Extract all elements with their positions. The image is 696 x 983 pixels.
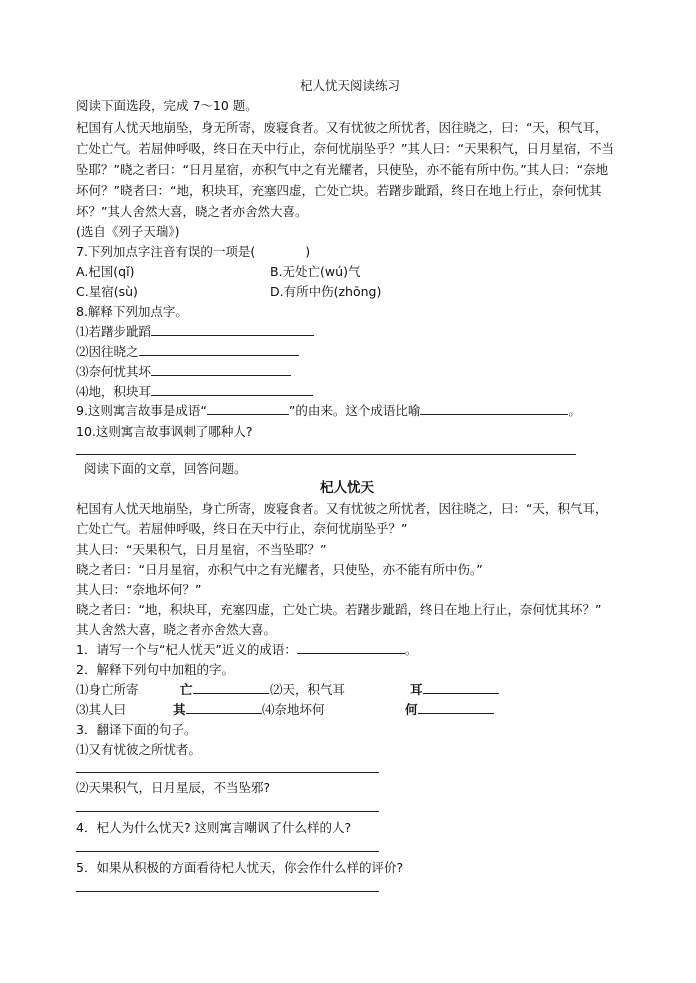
option-b: B.无处亡(wú)气 <box>270 264 361 279</box>
question-3: 3．翻译下面的句子。 <box>76 722 197 737</box>
q2-char: 其 <box>173 701 262 719</box>
reading-instruction: 阅读下面选段，完成 7～10 题。 <box>76 98 258 113</box>
question-5: 5．如果从积极的方面看待杞人忧天，你会作什么样的评价? <box>76 860 404 875</box>
question-4: 4．杞人为什么忧天? 这则寓言嘲讽了什么样的人? <box>76 820 352 835</box>
answer-blank[interactable] <box>207 402 289 415</box>
answer-line[interactable] <box>76 811 379 812</box>
q2-item: ⑷奈地坏何 <box>262 702 325 717</box>
question-1: 1．请写一个与“杞人忧天”近义的成语： 。 <box>76 642 418 657</box>
q8-item: ⑵因往晓之 <box>76 343 299 361</box>
answer-blank[interactable] <box>151 363 291 376</box>
passage-line: 杞国有人忧天地崩坠，身无所寄，废寝食者。又有忧彼之所忧者，因往晓之，曰：“天，积气耳， <box>76 120 608 135</box>
option-a: A.杞国(qǐ) <box>76 264 135 279</box>
passage-line: 亡处亡气。若屈伸呼吸，终日在天中行止，奈何忧崩坠乎？”其人曰：“天果积气，日月星宿，不当 <box>76 141 614 156</box>
exercise-title: 杞人忧天阅读练习 <box>300 78 401 93</box>
answer-line[interactable] <box>76 851 379 852</box>
q8-item: ⑴若躇步跐蹈 <box>76 323 314 341</box>
answer-blank[interactable] <box>297 641 405 654</box>
option-d: D.有所中伤(zhōng) <box>270 284 382 299</box>
q2-item: ⑶其人曰 <box>76 702 127 717</box>
question-9: 9.这则寓言故事是成语“ ”的由来。这个成语比喻 。 <box>76 403 581 418</box>
answer-blank[interactable] <box>151 383 313 396</box>
passage-title: 杞人忧天 <box>320 480 374 496</box>
answer-line[interactable] <box>76 454 576 455</box>
answer-line[interactable] <box>76 891 379 892</box>
q8-item: ⑶奈何忧其坏 <box>76 363 291 381</box>
answer-blank[interactable] <box>186 701 262 714</box>
source-note: (选自《列子天瑞》) <box>76 224 180 239</box>
q2-item: ⑴身亡所寄 <box>76 682 139 697</box>
question-8: 8.解释下列加点字。 <box>76 304 188 319</box>
passage-line: 其人舍然大喜，晓之者亦舍然大喜。 <box>76 622 277 637</box>
q3-sentence: ⑴又有忧彼之所忧者。 <box>76 742 202 757</box>
passage-line: 坠耶？”晓之者曰：“日月星宿，亦积气中之有光耀者，只使坠，亦不能有所中伤。”其人曰：“奈地 <box>76 162 609 177</box>
q8-item: ⑷地，积块耳 <box>76 383 313 401</box>
answer-blank[interactable] <box>420 402 568 415</box>
q3-sentence: ⑵天果积气，日月星辰，不当坠邪? <box>76 780 271 795</box>
passage-line: 坏？”其人舍然大喜，晓之者亦舍然大喜。 <box>76 204 308 219</box>
q2-char: 何 <box>405 701 494 719</box>
answer-line[interactable] <box>76 772 379 773</box>
answer-blank[interactable] <box>423 681 499 694</box>
passage-line: 晓之者曰：“日月星宿，亦积气中之有光耀者，只使坠，亦不能有所中伤。” <box>76 562 483 577</box>
q2-item: ⑵天，积气耳 <box>270 682 346 697</box>
passage-line: 亡处亡气。若屈伸呼吸，终日在天中行止，奈何忧崩坠乎？” <box>76 521 408 536</box>
passage-line: 杞国有人忧天地崩坠，身亡所寄，废寝食者。又有忧彼之所忧者，因往晓之，曰：“天，积气耳， <box>76 501 608 516</box>
reading-instruction: 阅读下面的文章，回答问题。 <box>84 461 247 476</box>
answer-blank[interactable] <box>418 701 494 714</box>
passage-line: 坏何？”晓者曰：“地，积块耳，充塞四虚，亡处亡块。若躇步跐蹈，终日在地上行止，奈何忧其 <box>76 183 602 198</box>
answer-blank[interactable] <box>151 323 314 336</box>
answer-blank[interactable] <box>139 343 299 356</box>
question-7: 7.下列加点字注音有误的一项是( ) <box>76 244 311 259</box>
answer-blank[interactable] <box>193 681 269 694</box>
question-2: 2．解释下列句中加粗的字。 <box>76 662 234 677</box>
passage-line: 其人曰：“天果积气，日月星宿，不当坠耶？” <box>76 542 327 557</box>
q2-char: 耳 <box>410 681 499 699</box>
option-c: C.星宿(sù) <box>76 284 138 299</box>
question-10: 10.这则寓言故事讽刺了哪种人? <box>76 424 253 439</box>
passage-line: 其人曰：“奈地坏何？” <box>76 582 202 597</box>
passage-line: 晓之者曰：“地，积块耳，充塞四虚，亡处亡块。若躇步跐蹈，终日在地上行止，奈何忧其坏？” <box>76 602 602 617</box>
q2-char: 亡 <box>180 681 269 699</box>
